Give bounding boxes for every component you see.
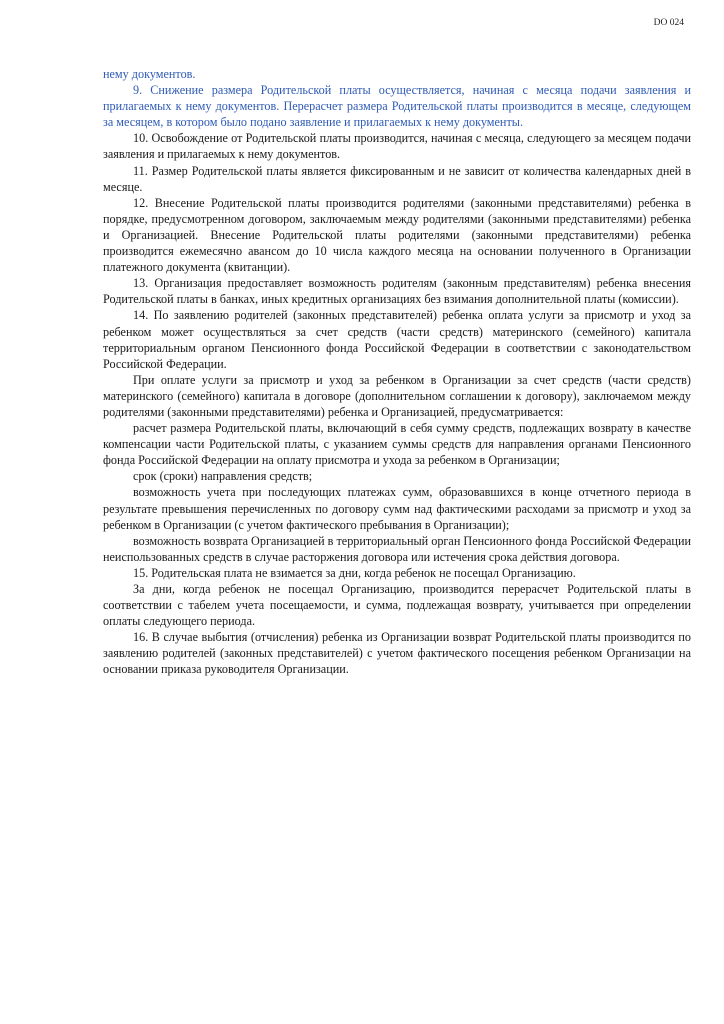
paragraph-provision-accounting: возможность учета при последующих платежах сумм, образовавшихся в конце отчетного периода в результате превышения перечисленных по договору сумм над фактическими расходами за присмотр и уход за ребенком в Организации (с учетом фактического пребывания в Организации); — [103, 485, 691, 532]
paragraph-item-15-recalculation: За дни, когда ребенок не посещал Организацию, производится перерасчет Родительской платы в соответствии с табелем учета посещаемости, и сумма, подлежащая возврату, учитывается при определении оплаты следующего периода. — [103, 582, 691, 629]
document-code: DO 024 — [653, 18, 684, 28]
paragraph-provision-calculation: расчет размера Родительской платы, включающий в себя сумму средств, подлежащих возврату в качестве компенсации части Родительской платы, с указанием суммы средств для направления органами Пенсионного фонда Российской Федерации на оплату присмотра и ухода за ребенком в Организации; — [103, 421, 691, 468]
paragraph-item-13: 13. Организация предоставляет возможность родителям (законным представителям) ребенка внесения Родительской платы в банках, иных кредитных организациях без взимания дополнительной платы (комиссии). — [103, 276, 691, 307]
paragraph-item-14-payment: При оплате услуги за присмотр и уход за ребенком в Организации за счет средств (части средств) материнского (семейного) капитала в договоре (дополнительном соглашении к договору), заключаемом между родителями (законными представителями) ребенка и Организацией, предусматривается: — [103, 372, 691, 419]
document-body — [103, 66, 691, 678]
paragraph-item-9: 9. Снижение размера Родительской платы осуществляется, начиная с месяца подачи заявления и прилагаемых к нему документов. Перерасчет размера Родительской платы производится в месяце, следующем за месяцем, в котором было подано заявление и прилагаемых к нему документы. — [103, 83, 691, 130]
paragraph-item-15: 15. Родительская плата не взимается за дни, когда ребенок не посещал Организацию. — [133, 565, 576, 580]
paragraph-item-14: 14. По заявлению родителей (законных представителей) ребенка оплата услуги за присмотр и уход за ребенком может осуществляться за счет средств (части средств) материнского (семейного) капитала территориальным органом Пенсионного фонда Российской Федерации в соответствии с законодательством Российской Федерации. — [103, 308, 691, 371]
paragraph-item-11: 11. Размер Родительской платы является фиксированным и не зависит от количества календарных дней в месяце. — [103, 163, 691, 194]
paragraph-provision-return: возможность возврата Организацией в территориальный орган Пенсионного фонда Российской Федерации неиспользованных средств в случае расторжения договора или истечения срока действия договора. — [103, 533, 691, 564]
paragraph-item-12: 12. Внесение Родительской платы производится родителями (законными представителями) ребенка в порядке, предусмотренном договором, заключаемым между родителями (законными представителями) ребенка и Организацией. Внесение Родительской платы родителями (законными представителями) ребенка производится ежемесячно авансом до 10 числа каждого месяца на основании полученного в Организации платежного документа (квитанции). — [103, 195, 691, 275]
paragraph-continuation: нему документов. — [103, 67, 196, 81]
paragraph-item-16: 16. В случае выбытия (отчисления) ребенка из Организации возврат Родительской платы производится по заявлению родителей (законных представителей) с учетом фактического посещения ребенком Организации на основании приказа руководителя Организации. — [103, 630, 691, 677]
paragraph-item-10: 10. Освобождение от Родительской платы производится, начиная с месяца, следующего за месяцем подачи заявления и прилагаемых к нему документов. — [103, 131, 691, 162]
paragraph-provision-terms: срок (сроки) направления средств; — [133, 469, 313, 484]
